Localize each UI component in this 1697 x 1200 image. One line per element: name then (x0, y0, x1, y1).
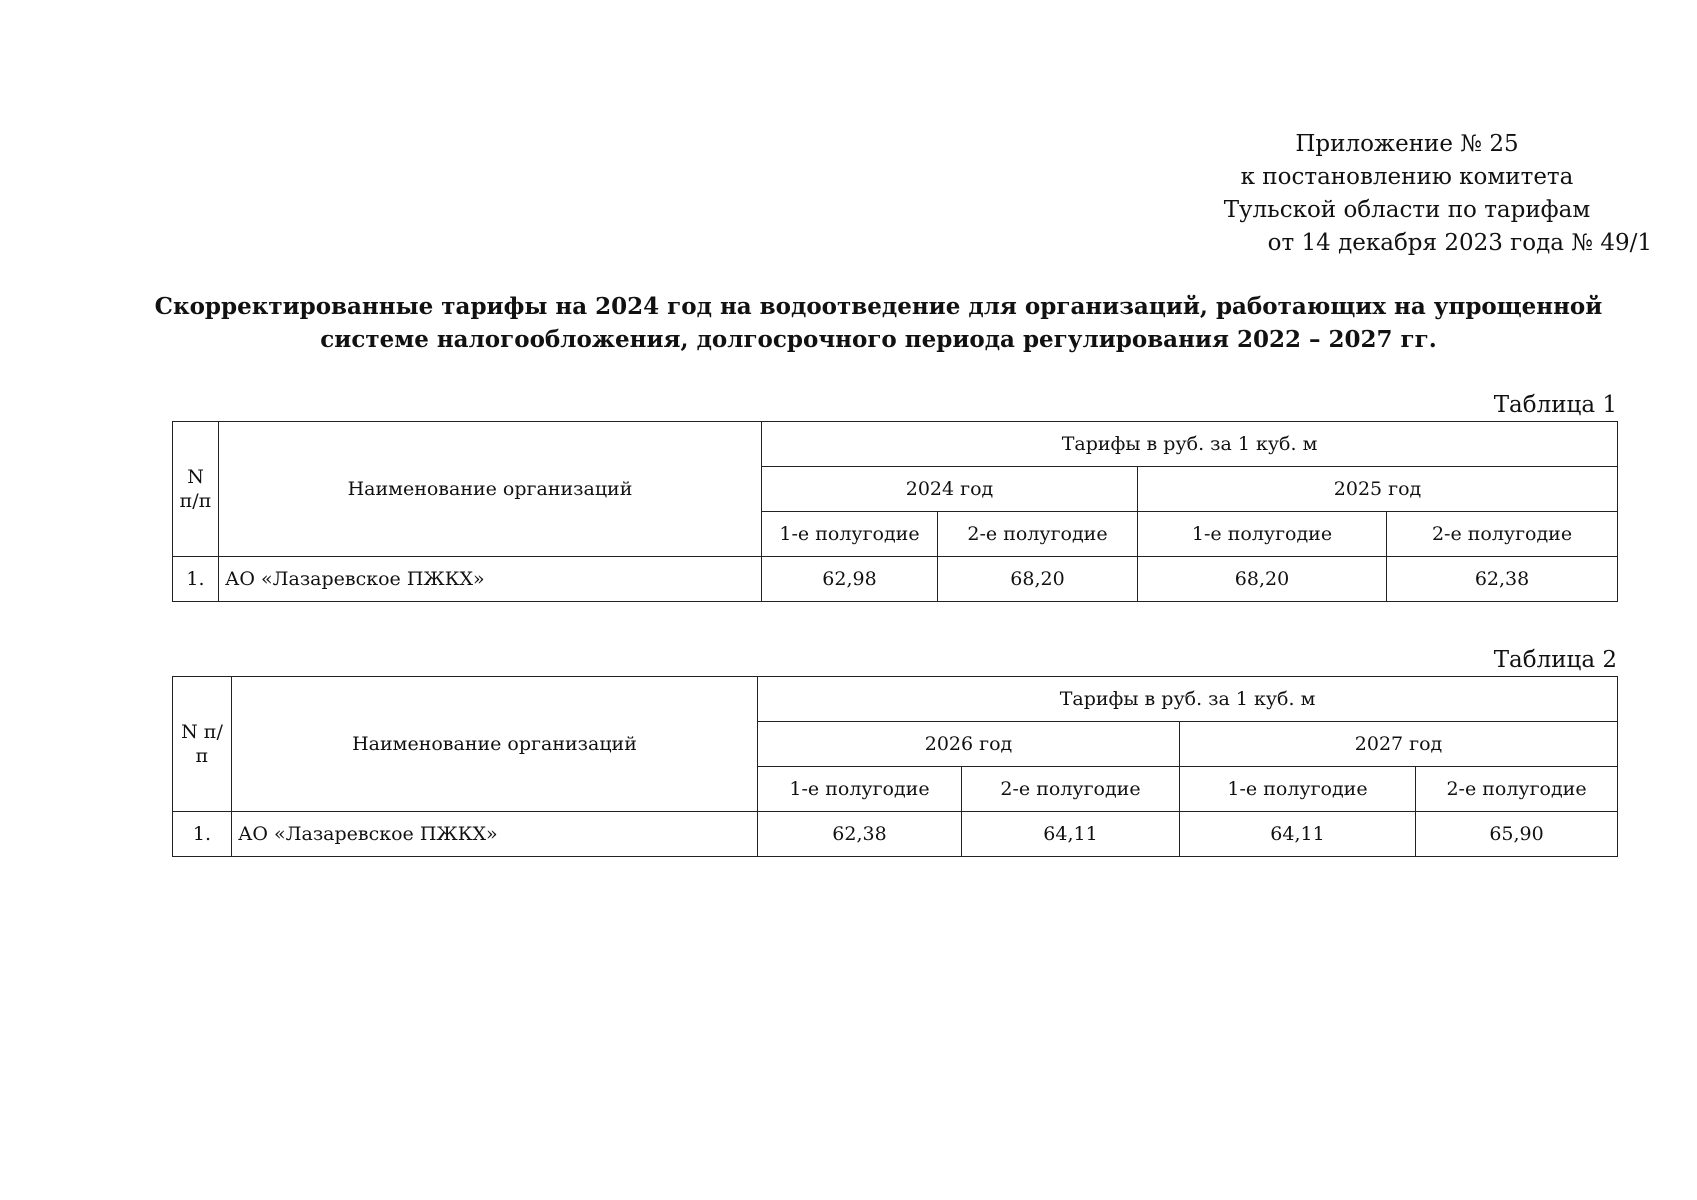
table2-caption: Таблица 2 (1493, 647, 1617, 673)
table1-row-org: АО «Лазаревское ПЖКХ» (219, 557, 762, 602)
document-title-line-1: Скорректированные тарифы на 2024 год на водоотведение для организаций, работающих на упрощенной (154, 293, 1603, 320)
appendix-reference (1197, 128, 1652, 260)
table1-row-value-3: 68,20 (1138, 557, 1387, 602)
table2-row-value-3: 64,11 (1180, 812, 1416, 857)
table2-header-num: N п/п (173, 677, 232, 812)
table2-header-half-4: 2-е полугодие (1416, 767, 1618, 812)
appendix-number: Приложение № 25 (1295, 131, 1519, 157)
table2-header-half-3: 1-е полугодие (1180, 767, 1416, 812)
table1-header-half-1: 1-е полугодие (762, 512, 938, 557)
appendix-decree: к постановлению комитета (1240, 164, 1574, 190)
table1-row-value-2: 68,20 (938, 557, 1138, 602)
table-row (173, 557, 1618, 602)
table1-row-value-1: 62,98 (762, 557, 938, 602)
table2-row-value-1: 62,38 (758, 812, 962, 857)
appendix-committee: Тульской области по тарифам (1223, 197, 1591, 223)
table2-header-year-2027: 2027 год (1180, 722, 1618, 767)
appendix-date: от 14 декабря 2023 года № 49/1 (1267, 230, 1652, 256)
table1-row-num: 1. (173, 557, 219, 602)
table1-header-half-2: 2-е полугодие (938, 512, 1138, 557)
table2-row-org: АО «Лазаревское ПЖКХ» (232, 812, 758, 857)
table1-row-value-4: 62,38 (1387, 557, 1618, 602)
table2-header-year-2026: 2026 год (758, 722, 1180, 767)
table-row (173, 812, 1618, 857)
table1-header-num: N п/п (173, 422, 219, 557)
table1-header-half-4: 2-е полугодие (1387, 512, 1618, 557)
table1-caption: Таблица 1 (1493, 392, 1617, 418)
table1-header-year-2024: 2024 год (762, 467, 1138, 512)
table1-header-org: Наименование организаций (219, 422, 762, 557)
table1-header-half-3: 1-е полугодие (1138, 512, 1387, 557)
tariff-table-2 (172, 676, 1618, 857)
table2-row-value-2: 64,11 (962, 812, 1180, 857)
table2-row-value-4: 65,90 (1416, 812, 1618, 857)
table2-row-num: 1. (173, 812, 232, 857)
table2-header-tariffs: Тарифы в руб. за 1 куб. м (758, 677, 1618, 722)
tariff-table-1 (172, 421, 1618, 602)
table2-header-half-2: 2-е полугодие (962, 767, 1180, 812)
document-title-line-2: системе налогообложения, долгосрочного периода регулирования 2022 – 2027 гг. (320, 326, 1437, 353)
table1-header-tariffs: Тарифы в руб. за 1 куб. м (762, 422, 1618, 467)
table1-header-year-2025: 2025 год (1138, 467, 1618, 512)
table2-header-org: Наименование организаций (232, 677, 758, 812)
document-title (150, 290, 1607, 356)
table2-header-half-1: 1-е полугодие (758, 767, 962, 812)
